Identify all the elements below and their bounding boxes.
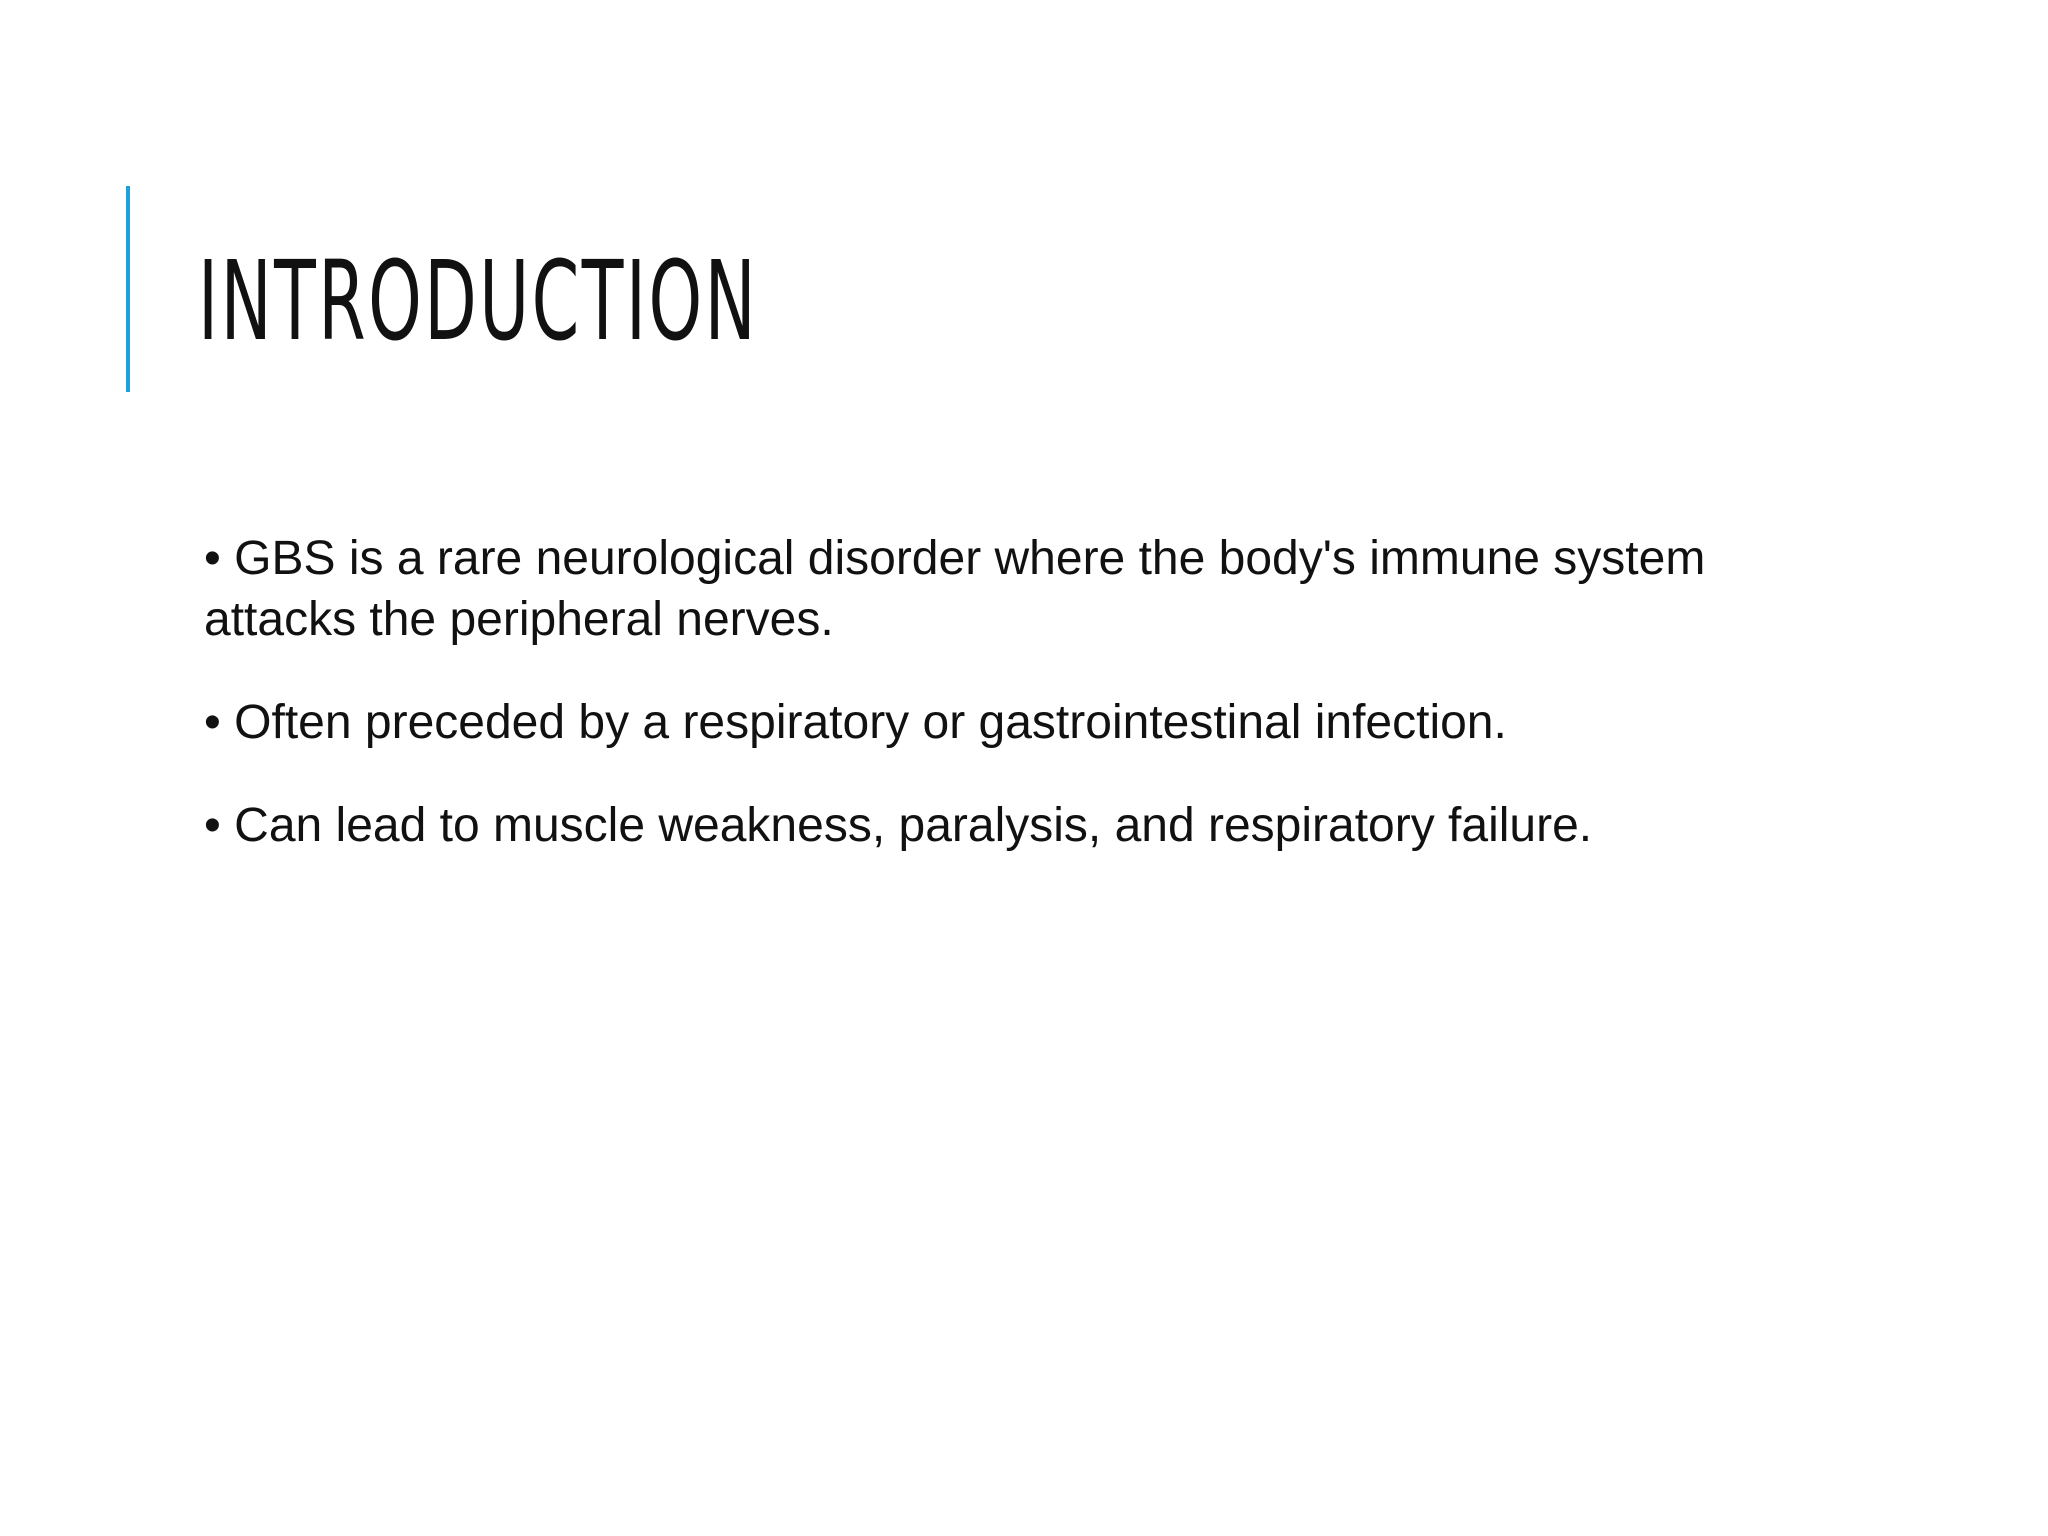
bullet-text: GBS is a rare neurological disorder where the body's immune system attacks the peripheral nerves. [204,532,1706,646]
bullet-text: Can lead to muscle weakness, paralysis, and respiratory failure. [234,799,1593,852]
bullet-item [204,528,1764,650]
slide-title: INTRODUCTION [198,237,759,365]
bullet-item [204,692,1764,753]
bullet-marker: • [204,532,221,585]
bullet-item [204,795,1764,856]
title-accent-bar [126,186,130,392]
bullet-marker: • [204,799,221,852]
bullet-list [204,528,1764,898]
bullet-text: Often preceded by a respiratory or gastrointestinal infection. [234,696,1507,749]
bullet-marker: • [204,696,221,749]
